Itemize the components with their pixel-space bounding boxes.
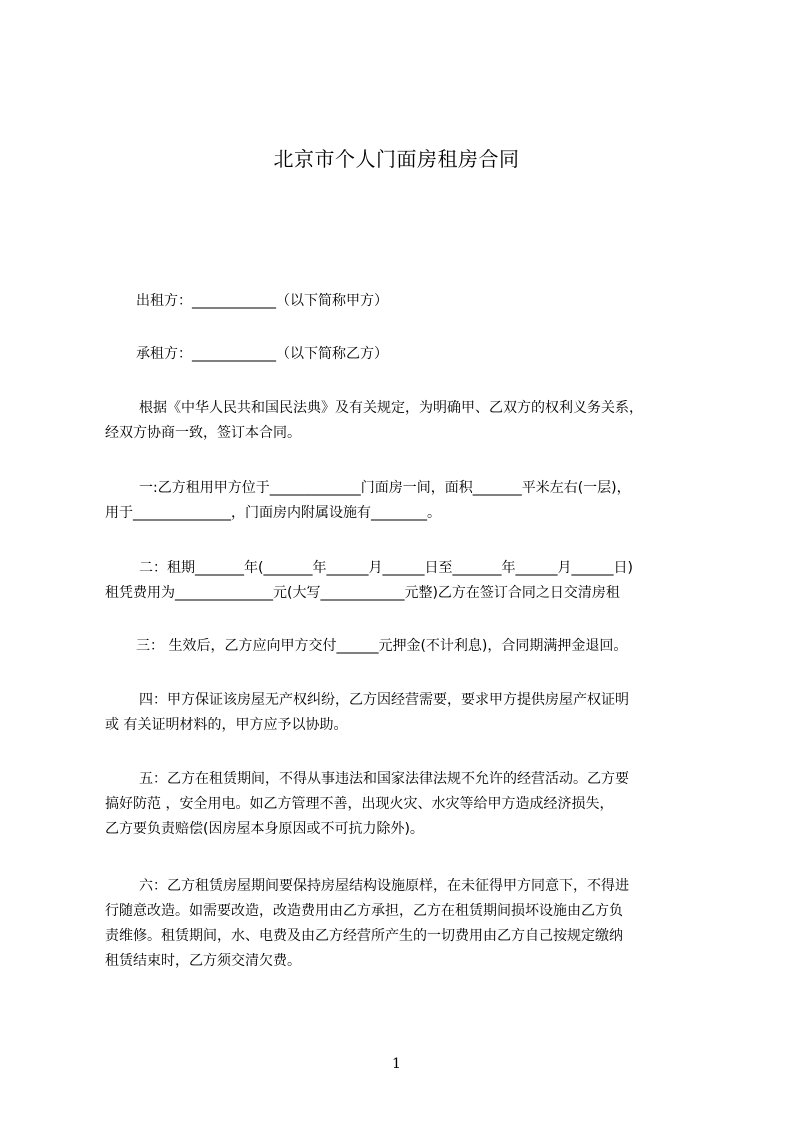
- text-line: 根据《中华人民共和国民法典》及有关规定，为明确甲、乙双方的权利义务关系，: [139, 400, 643, 416]
- clause-4-paragraph: [105, 688, 705, 738]
- text-line: 三： 生效后，乙方应向甲方交付______元押金(不计利息)，合同期满押金退回。: [136, 638, 628, 654]
- page-number: 1: [392, 1056, 401, 1072]
- text-line: 四：甲方保证该房屋无产权纠纷，乙方因经营需要，要求甲方提供房屋产权证明: [139, 692, 629, 708]
- text-line: 搞好防范 ，安全用电。如乙方管理不善，出现火灾、水灾等给甲方造成经济损失，: [105, 796, 614, 812]
- lessor-line: [105, 289, 705, 314]
- text-line: 五：乙方在租赁期间，不得从事违法和国家法律法规不允许的经营活动。乙方要: [139, 771, 629, 787]
- clause-2-paragraph: [105, 556, 705, 606]
- text-line: 租凭费用为______________元(大写____________元整)乙方在签订合同之日交清房租: [105, 585, 620, 601]
- text-line: 用于______________，门面房内附属设施有________。: [105, 505, 441, 521]
- text-line: 承租方：____________（以下简称乙方）: [136, 346, 388, 362]
- text-line: 行随意改造。如需要改造，改造费用由乙方承担，乙方在租赁期间损坏设施由乙方负: [105, 903, 623, 919]
- text-line: 一:乙方租用甲方位于_____________门面房一间，面积_______平米左右(一层)，: [139, 480, 631, 496]
- text-line: 租赁结束时，乙方须交清欠费。: [105, 953, 301, 969]
- document-title: 北京市个人门面房租房合同: [273, 147, 520, 171]
- clause-5-paragraph: [105, 767, 705, 842]
- text-line: 或 有关证明材料的，甲方应予以协助。: [105, 717, 348, 733]
- text-line: 责维修。租赁期间，水、电费及由乙方经营所产生的一切费用由乙方自己按规定缴纳: [105, 928, 623, 944]
- clause-3-paragraph: [105, 634, 705, 659]
- clause-1-paragraph: [105, 476, 705, 526]
- text-line: 乙方要负责赔偿(因房屋本身原因或不可抗力除外)。: [105, 821, 424, 837]
- intro-paragraph: [105, 396, 705, 446]
- text-line: 出租方：____________（以下简称甲方）: [136, 293, 388, 309]
- text-line: 六：乙方租赁房屋期间要保持房屋结构设施原样，在未征得甲方同意下，不得进: [139, 878, 629, 894]
- clause-6-paragraph: [105, 874, 705, 974]
- text-line: 经双方协商一致，签订本合同。: [105, 425, 301, 441]
- lessee-line: [105, 342, 705, 367]
- text-line: 二：租期_______年(_______年______月______日至_______年______月______日): [139, 560, 633, 576]
